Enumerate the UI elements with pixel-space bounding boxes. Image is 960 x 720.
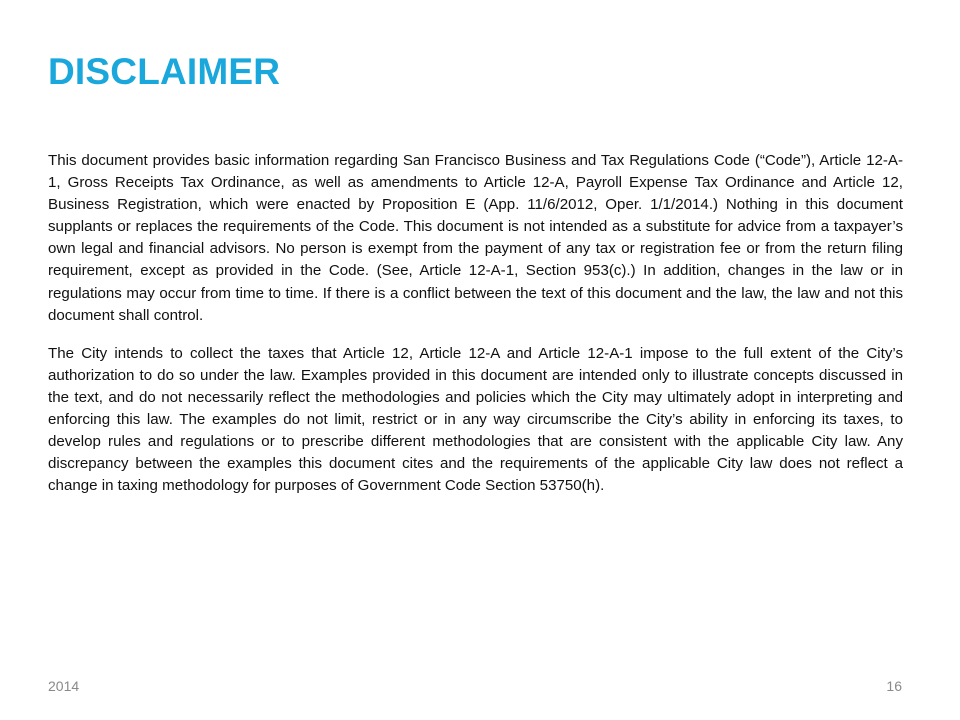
disclaimer-paragraph-1: This document provides basic information regarding San Francisco Business and Tax Regulations Code (“Code”), Article 12-A-1, Gross Receipts Tax Ordinance, as well as amendments to Article 12-A, Payroll Expense Tax Ordinance and Article 12, Business Registration, which were enacted by Proposition E (App. 11/6/2012, Oper. 1/1/2014.) Nothing in this document supplants or replaces the requirements of the Code. This document is not intended as a substitute for advice from a taxpayer’s own legal and financial advisors. No person is exempt from the payment of any tax or registration fee or from the return filing requirement, except as provided in the Code. (See, Article 12-A-1, Section 953(c).) In addition, changes in the law or in regulations may occur from time to time. If there is a conflict between the text of this document and the law, the law and not this document shall control. (48, 152, 903, 324)
slide-title: DISCLAIMER (48, 51, 281, 92)
disclaimer-paragraph-2: The City intends to collect the taxes that Article 12, Article 12-A and Article 12-A-1 impose to the full extent of the City’s authorization to do so under the law. Examples provided in this document are intended only to illustrate concepts discussed in the text, and do not necessarily reflect the methodologies and policies which the City may ultimately adopt in interpreting and enforcing this law. The examples do not limit, restrict or in any way circumscribe the City’s ability in enforcing its taxes, to develop rules and regulations or to prescribe different methodologies that are consistent with the applicable City law. Any discrepancy between the examples this document cites and the requirements of the applicable City law does not reflect a change in taxing methodology for purposes of Government Code Section 53750(h). (48, 344, 903, 495)
page-number: 16 (886, 678, 902, 694)
footer-year: 2014 (48, 678, 80, 694)
disclaimer-body (48, 150, 903, 513)
